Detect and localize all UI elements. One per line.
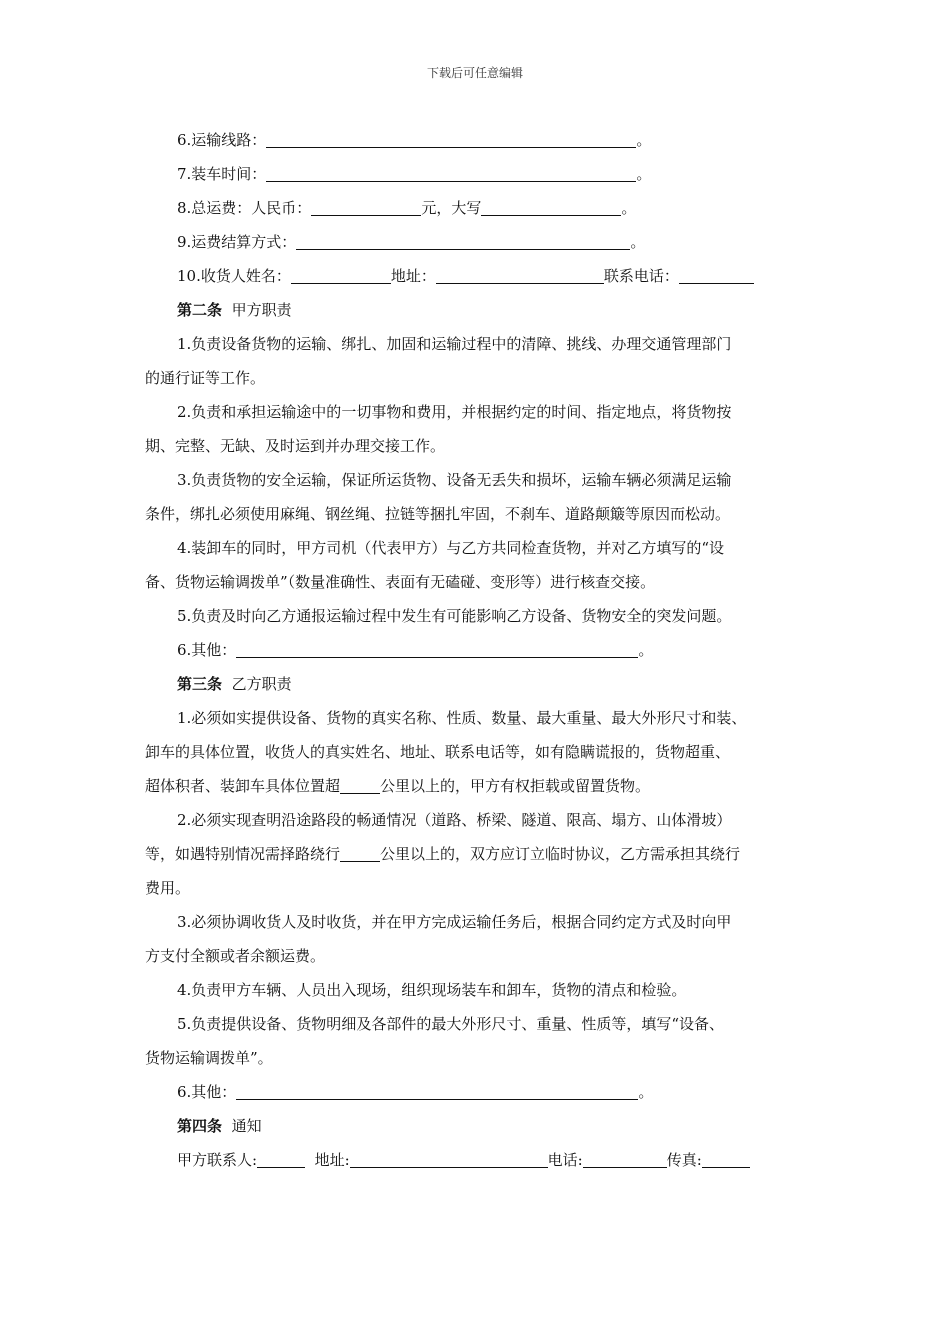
notice-contact-line bbox=[145, 1143, 825, 1177]
label: 传真: bbox=[666, 1151, 702, 1169]
paragraph: 条件，绑扎必须使用麻绳、钢丝绳、拉链等捆扎牢固，不刹车、道路颠簸等原因而松动。 bbox=[145, 505, 731, 523]
period: 。 bbox=[636, 131, 652, 149]
period: 。 bbox=[630, 233, 646, 251]
paragraph: 货物运输调拨单”。 bbox=[145, 1049, 273, 1067]
label: 地址: bbox=[314, 1151, 350, 1169]
text: 等，如遇特别情况需择路绕行 bbox=[145, 845, 341, 863]
text: 超体积者、装卸车具体位置超 bbox=[145, 777, 341, 795]
blank-field[interactable] bbox=[436, 265, 604, 284]
item-other bbox=[145, 1075, 825, 1109]
paragraph: 3.负责货物的安全运输，保证所运货物、设备无丢失和损坏，运输车辆必须满足运输 bbox=[177, 471, 732, 489]
article-title: 第二条 bbox=[177, 301, 223, 319]
blank-field[interactable] bbox=[291, 265, 391, 284]
item-loading-time bbox=[145, 157, 825, 191]
blank-field[interactable] bbox=[266, 163, 636, 182]
blank-field[interactable] bbox=[702, 1149, 750, 1168]
label: 元，大写 bbox=[421, 199, 482, 217]
item-total-fee bbox=[145, 191, 825, 225]
text: 公里以上的，甲方有权拒载或留置货物。 bbox=[380, 777, 651, 795]
article-title: 第三条 bbox=[177, 675, 223, 693]
paragraph: 方支付全额或者余额运费。 bbox=[145, 947, 326, 965]
blank-field[interactable] bbox=[296, 231, 630, 250]
paragraph: 2.必须实现查明沿途路段的畅通情况（道路、桥梁、隧道、限高、塌方、山体滑坡） bbox=[177, 811, 732, 829]
blank-field[interactable] bbox=[481, 197, 621, 216]
label: 7.装车时间： bbox=[177, 165, 267, 183]
blank-field[interactable] bbox=[266, 129, 636, 148]
article-2-heading bbox=[145, 293, 825, 327]
paragraph bbox=[145, 769, 825, 803]
text: 公里以上的，双方应订立临时协议，乙方需承担其绕行 bbox=[380, 845, 741, 863]
paragraph: 5.负责提供设备、货物明细及各部件的最大外形尺寸、重量、性质等，填写“设备、 bbox=[177, 1015, 724, 1033]
item-consignee bbox=[145, 259, 825, 293]
label: 联系电话： bbox=[603, 267, 679, 285]
blank-field[interactable] bbox=[340, 843, 380, 862]
paragraph: 备、货物运输调拨单”（数量准确性、表面有无磕碰、变形等）进行核查交接。 bbox=[145, 573, 656, 591]
article-subtitle: 通知 bbox=[231, 1117, 262, 1135]
label: 9.运费结算方式： bbox=[177, 233, 297, 251]
label: 8.总运费：人民币： bbox=[177, 199, 312, 217]
paragraph: 1.必须如实提供设备、货物的真实名称、性质、数量、最大重量、最大外形尺寸和装、 bbox=[177, 709, 747, 727]
article-subtitle: 乙方职责 bbox=[231, 675, 292, 693]
period: 。 bbox=[638, 641, 654, 659]
contract-body bbox=[145, 123, 825, 1177]
paragraph: 3.必须协调收货人及时收货，并在甲方完成运输任务后，根据合同约定方式及时向甲 bbox=[177, 913, 732, 931]
period: 。 bbox=[638, 1083, 654, 1101]
blank-field[interactable] bbox=[311, 197, 421, 216]
blank-field[interactable] bbox=[257, 1149, 305, 1168]
paragraph: 5.负责及时向乙方通报运输过程中发生有可能影响乙方设备、货物安全的突发问题。 bbox=[177, 607, 732, 625]
label: 6.运输线路： bbox=[177, 131, 267, 149]
article-title: 第四条 bbox=[177, 1117, 223, 1135]
paragraph: 的通行证等工作。 bbox=[145, 369, 266, 387]
blank-field[interactable] bbox=[236, 1081, 638, 1100]
blank-field[interactable] bbox=[236, 639, 638, 658]
blank-field[interactable] bbox=[679, 265, 754, 284]
paragraph: 4.装卸车的同时，甲方司机（代表甲方）与乙方共同检查货物，并对乙方填写的“设 bbox=[177, 539, 724, 557]
blank-field[interactable] bbox=[350, 1149, 548, 1168]
paragraph: 卸车的具体位置，收货人的真实姓名、地址、联系电话等，如有隐瞒谎报的，货物超重、 bbox=[145, 743, 731, 761]
paragraph: 4.负责甲方车辆、人员出入现场，组织现场装车和卸车，货物的清点和检验。 bbox=[177, 981, 687, 999]
paragraph: 2.负责和承担运输途中的一切事物和费用，并根据约定的时间、指定地点，将货物按 bbox=[177, 403, 732, 421]
label: 6.其他： bbox=[177, 641, 237, 659]
paragraph: 1.负责设备货物的运输、绑扎、加固和运输过程中的清障、挑线、办理交通管理部门 bbox=[177, 335, 732, 353]
article-subtitle: 甲方职责 bbox=[231, 301, 292, 319]
paragraph: 期、完整、无缺、及时运到并办理交接工作。 bbox=[145, 437, 446, 455]
item-settlement bbox=[145, 225, 825, 259]
blank-field[interactable] bbox=[583, 1149, 667, 1168]
label: 6.其他： bbox=[177, 1083, 237, 1101]
blank-field[interactable] bbox=[340, 775, 380, 794]
item-other bbox=[145, 633, 825, 667]
period: 。 bbox=[621, 199, 637, 217]
paragraph: 费用。 bbox=[145, 879, 191, 897]
period: 。 bbox=[636, 165, 652, 183]
label: 地址： bbox=[390, 267, 436, 285]
label: 10.收货人姓名： bbox=[177, 267, 291, 285]
item-transport-route bbox=[145, 123, 825, 157]
label: 电话: bbox=[547, 1151, 583, 1169]
article-3-heading bbox=[145, 667, 825, 701]
paragraph bbox=[145, 837, 825, 871]
article-4-heading bbox=[145, 1109, 825, 1143]
page-header: 下载后可任意编辑 bbox=[426, 66, 523, 80]
label: 甲方联系人: bbox=[177, 1151, 258, 1169]
